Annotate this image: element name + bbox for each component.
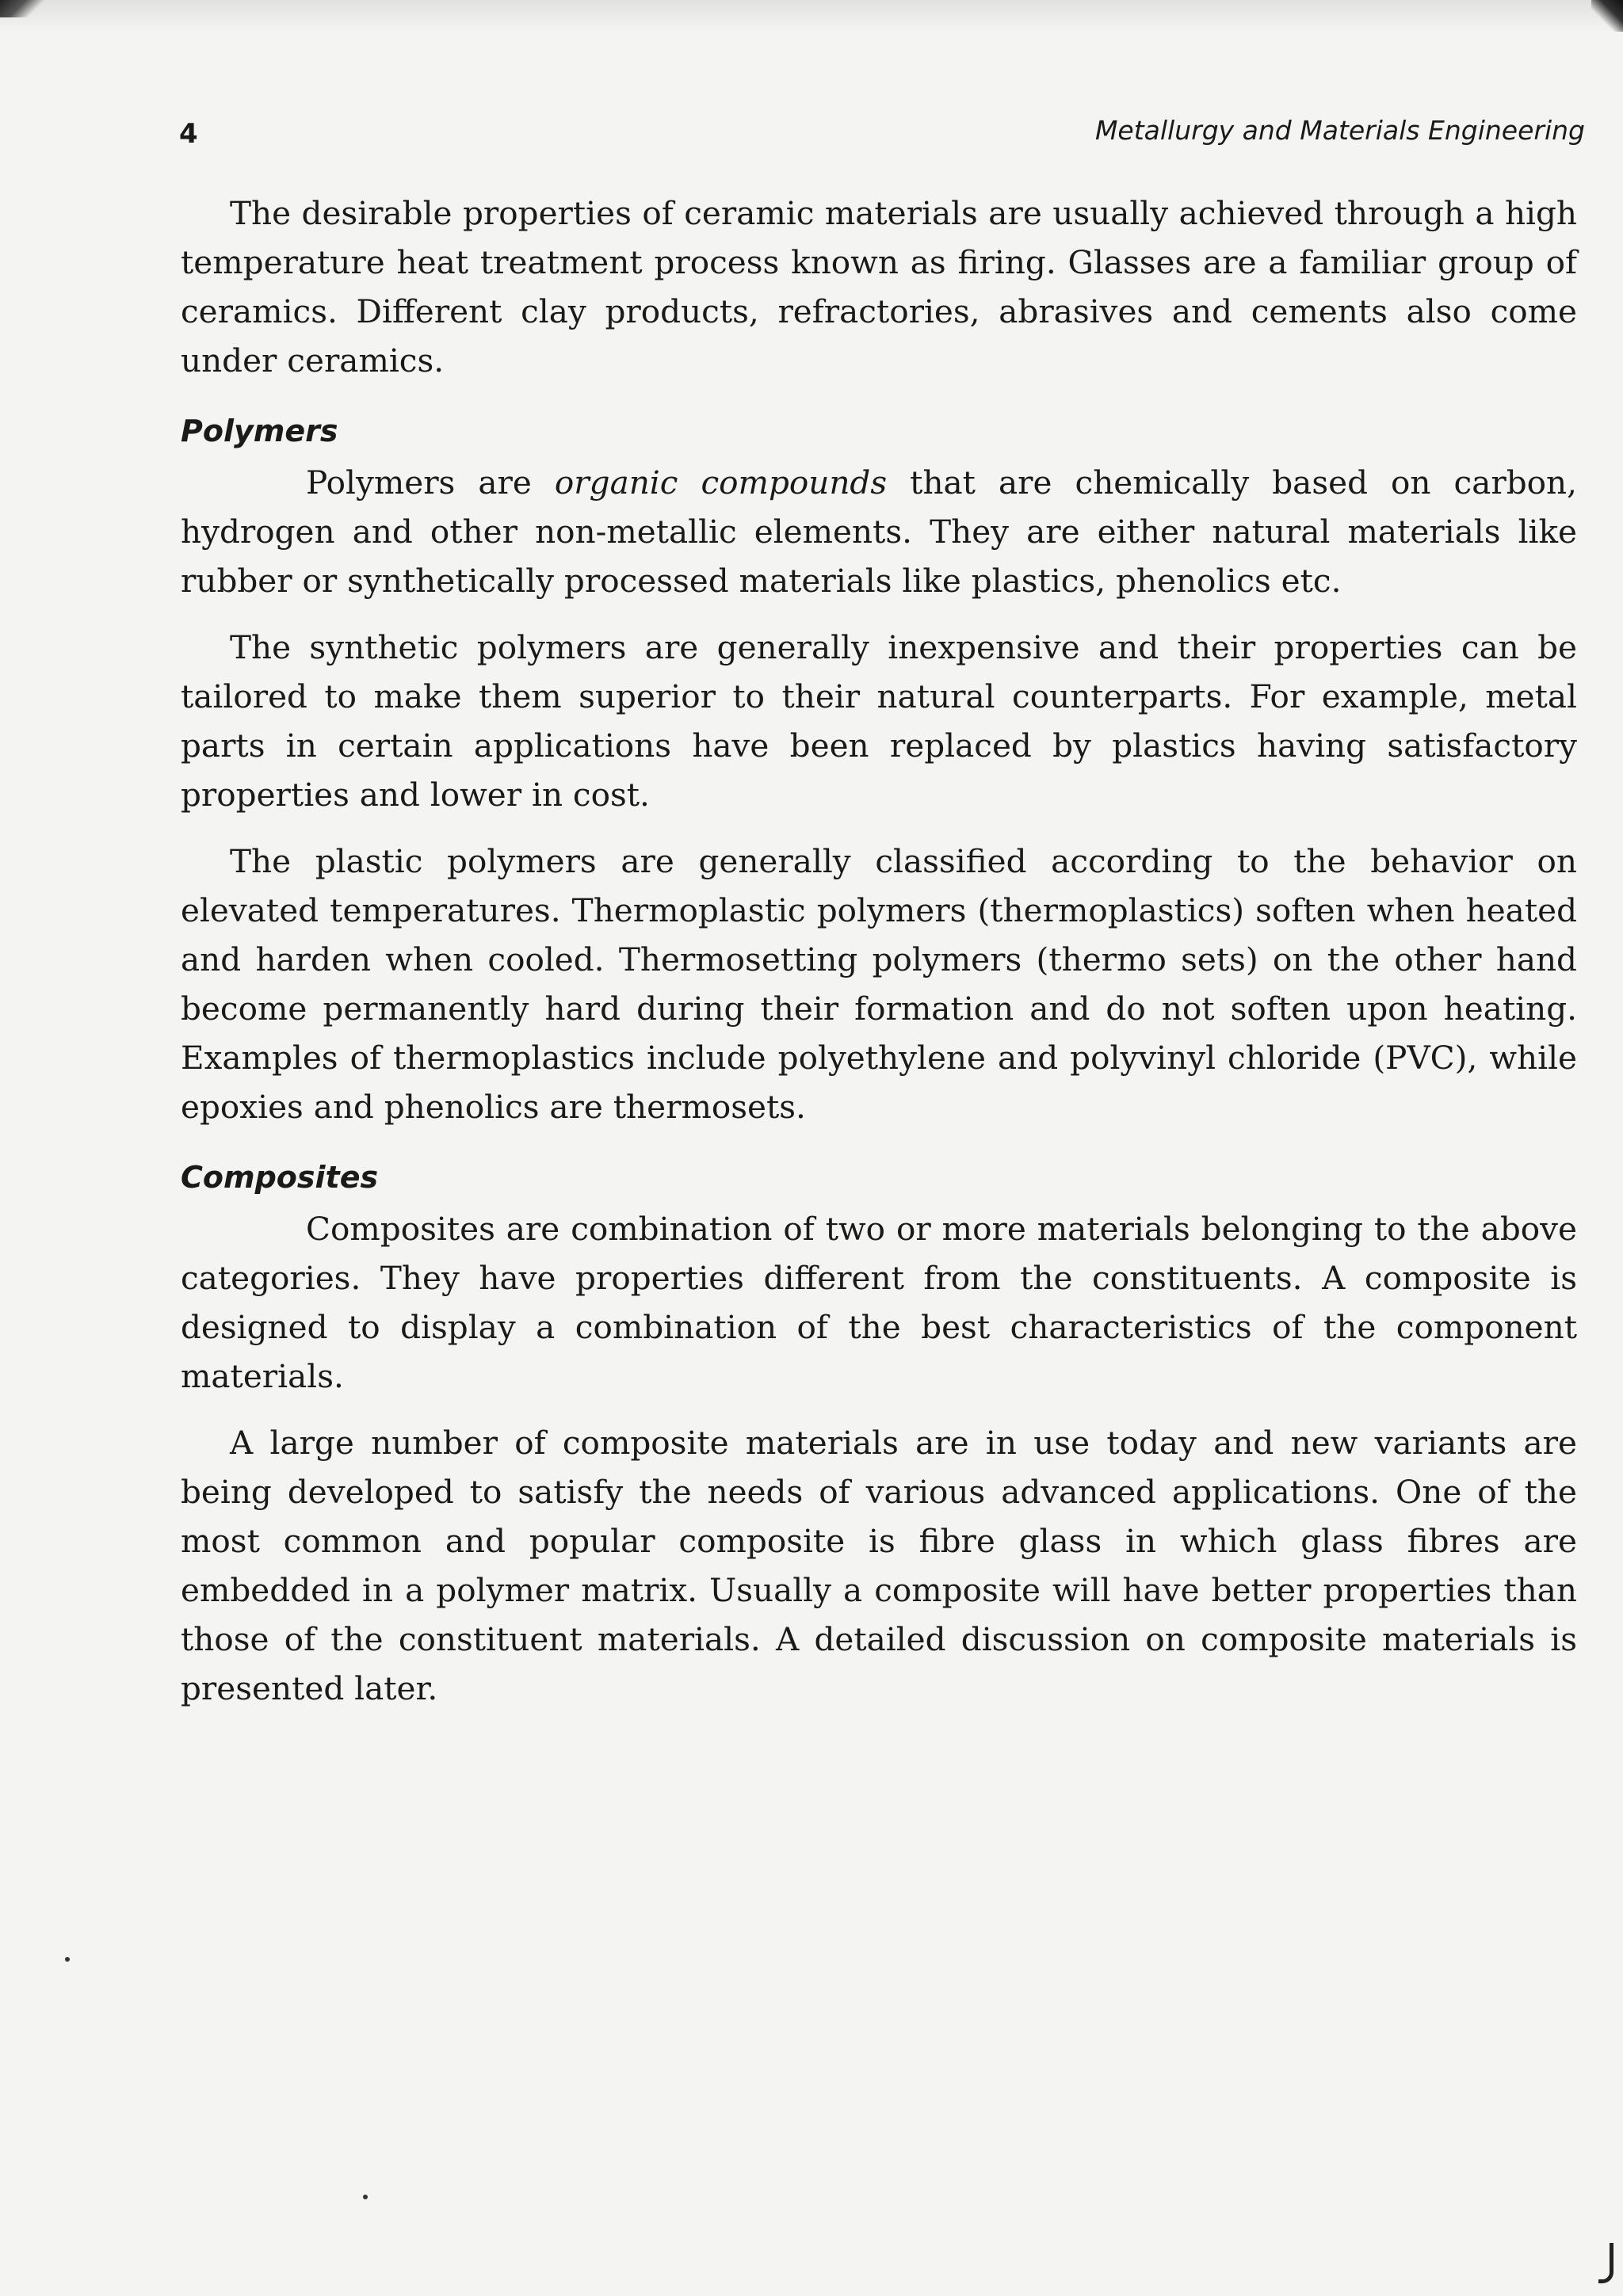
scan-corner-mark — [1591, 0, 1623, 32]
ceramics-paragraph: The desirable properties of ceramic materials are usually achieved through a high temperature heat treatment process known as firing. Glasses are a familiar group of ceramics. Different clay products, refractories, abrasives and cements also come under ceramics. — [181, 194, 1577, 379]
scan-corner-mark — [0, 0, 48, 17]
section-heading-polymers: Polymers — [181, 414, 338, 448]
scan-speck — [65, 1957, 70, 1962]
composites-paragraph-1: Composites are combination of two or more materials belonging to the above categories. They have properties different from the constituents. A composite is designed to display a combination of the best characteristics of the component materials. — [181, 1210, 1577, 1395]
running-title: Metallurgy and Materials Engineering — [1094, 115, 1585, 146]
polymers-paragraph-2: The synthetic polymers are generally inexpensive and their properties can be tailored to make them superior to their natural counterparts. For example, metal parts in certain applications have been replaced by plastics having satisfactory properties and lower in cost. — [181, 628, 1577, 814]
section-heading-composites: Composites — [181, 1160, 379, 1195]
text-run: Polymers are — [306, 463, 555, 502]
text-run: that are chemically based on carbon, hydrogen and other non-metallic elements. They are either natural materials like rubber or synthetically processed materials like plastics, phenolics etc. — [181, 463, 1578, 600]
page-number: 4 — [179, 118, 198, 150]
composites-paragraph-2: A large number of composite materials are in use today and new variants are being developed to satisfy the needs of various advanced applications. One of the most common and popular composite is fibre glass in which glass fibres are embedded in a polymer matrix. Usually a composite will have better properties than those of the constituent materials. A detailed discussion on composite materials is presented later. — [181, 1424, 1577, 1707]
emphasis-organic-compounds: organic compounds — [554, 463, 888, 502]
page-body — [181, 189, 1577, 1713]
scan-speck — [363, 2195, 368, 2199]
scan-edge-mark — [1598, 2243, 1613, 2283]
page-header — [179, 115, 1585, 162]
polymers-paragraph-1 — [181, 458, 1577, 605]
page-shadow — [0, 0, 1623, 32]
polymers-paragraph-3: The plastic polymers are generally classified according to the behavior on elevated temperatures. Thermoplastic polymers (thermoplastics) soften when heated and harden when cooled. Thermosetting polymers (thermo sets) on the other hand become permanently hard during their formation and do not soften upon heating. Examples of thermoplastics include polyethylene and polyvinyl chloride (PVC), while epoxies and phenolics are thermosets. — [181, 842, 1577, 1126]
